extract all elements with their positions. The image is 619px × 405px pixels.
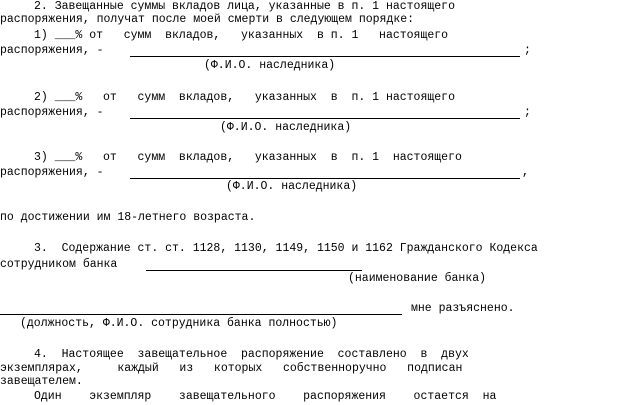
section2-line1: 2. Завещанные суммы вкладов лица, указанные в п. 1 настоящего xyxy=(34,0,455,13)
heir3-prefix: распоряжения, - xyxy=(0,166,104,179)
heir2-prefix: распоряжения, - xyxy=(0,106,104,119)
officer-caption: (должность, Ф.И.О. сотрудника банка полностью) xyxy=(20,317,338,330)
heir3-end-mark: , xyxy=(522,166,529,179)
heir3-caption: (Ф.И.О. наследника) xyxy=(226,180,358,193)
heir3-share-line: 3) ___% от сумм вкладов, указанных в п. 1 настоящего xyxy=(34,151,462,164)
section3-line1: 3. Содержание ст. ст. 1128, 1130, 1149, 1150 и 1162 Гражданского Кодекса xyxy=(34,242,538,255)
section4-line2: экземплярах, каждый из которых собственноручно подписан xyxy=(0,362,463,375)
section4-line4: Один экземпляр завещательного распоряжения остается на xyxy=(34,390,497,403)
bank-name-blank[interactable] xyxy=(146,270,362,271)
heir1-name-blank[interactable] xyxy=(130,56,520,57)
heir1-share-line: 1) ___% от сумм вкладов, указанных в п. 1 настоящего xyxy=(34,29,449,42)
section4-line3: завещателем. xyxy=(0,375,83,388)
section4-line1: 4. Настоящее завещательное распоряжение составлено в двух xyxy=(34,348,469,361)
age-clause: по достижении им 18-летнего возраста. xyxy=(0,211,256,224)
heir3-name-blank[interactable] xyxy=(130,178,520,179)
heir1-end-mark: ; xyxy=(524,44,531,57)
heir2-share-line: 2) ___% от сумм вкладов, указанных в п. 1 настоящего xyxy=(34,91,455,104)
heir1-caption: (Ф.И.О. наследника) xyxy=(204,59,336,72)
bank-prefix: сотрудником банка xyxy=(0,258,118,271)
heir2-end-mark: ; xyxy=(524,106,531,119)
bank-caption: (наименование банка) xyxy=(348,272,487,285)
heir1-prefix: распоряжения, - xyxy=(0,44,104,57)
section2-line2: распоряжения, получат после моей смерти в следующем порядке: xyxy=(0,13,415,26)
bank-officer-blank[interactable] xyxy=(0,314,402,315)
explained-text: мне разъяснено. xyxy=(411,302,515,315)
heir2-name-blank[interactable] xyxy=(130,118,520,119)
heir2-caption: (Ф.И.О. наследника) xyxy=(220,121,352,134)
